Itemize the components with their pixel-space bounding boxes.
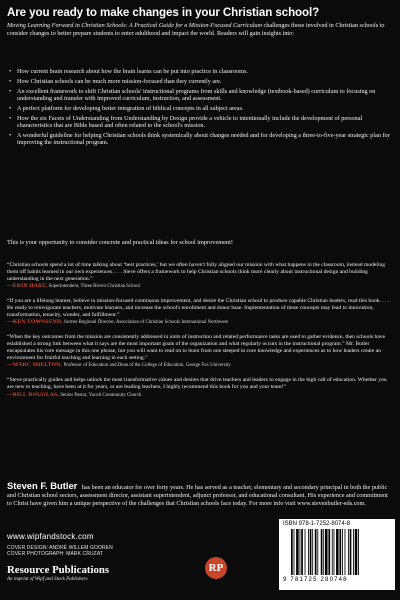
endorsement-quote: “Christian schools spend a lot of time talking about ‘best practices,’ but we often haven't fully aligned our mission with what happens in the classroom, instead modeling them off habits learned in our own experiences. . . . Steve offers a framework to help Christian schools think more clearly about instructional design and building understanding in the next generation.”	[7, 262, 386, 282]
publisher-logo-icon: RP	[205, 557, 227, 579]
endorsement-attribution	[7, 392, 393, 400]
closing-line: This is your opportunity to consider concrete and practical ideas for school improvement!	[7, 239, 233, 246]
publisher-imprint	[7, 564, 147, 590]
endorsement-quote: “When the key outcomes from the mission are consistently addressed in units of instruction and related performance tasks are used to gather evidence, then schools have established a strong link between what it says are the most important goals of the organization and what regularly occurs in the instructional program.” Mr. Butler encapsulates his core message in this one phrase, but you will want to read on to learn from one steeped in core knowledge and experiences as to how leaders create an environment for fruitful teaching and learning in each setting.”	[7, 334, 386, 361]
endorser-name: —MARC SHELTON,	[7, 362, 63, 369]
endorsements	[7, 262, 393, 407]
endorsement-attribution	[7, 319, 393, 327]
list-item: • An excellent framework to shift Christian schools' instructional programs from skills and knowledge (textbook-based) curriculum to focusing on understanding and transfer with improved curriculum, instruction, and assessment.	[7, 88, 393, 103]
endorsement	[7, 262, 393, 291]
endorsement-attribution	[7, 362, 393, 370]
endorser-title: Superintendent, Three Rivers Christian School	[48, 284, 140, 290]
endorser-title: Professor of Education and Dean of the College of Education, George Fox University	[63, 363, 231, 369]
endorsement	[7, 334, 393, 370]
intro-text: challenges those involved in Christian schools to consider changes to better prepare students to enter adulthood and impact the world. Readers will gain insights into:	[7, 22, 385, 37]
publisher-website: www.wipfandstock.com	[7, 532, 94, 541]
endorser-name: —ERIN HART,	[7, 283, 48, 290]
list-item: • A wonderful guideline for helping Christian schools think systemically about changes needed and for developing a three-to-five-year strategic plan for improving the instructional program.	[7, 132, 393, 147]
endorser-name: —BILL DOUGLAS,	[7, 391, 59, 398]
author-name: Steven F. Butler	[7, 480, 78, 491]
book-title: Moving Learning Forward in Christian Schools: A Practical Guide for a Mission-Focused Curriculum	[7, 22, 262, 29]
list-item: • How Christian schools can be much more mission-focused than they currently are.	[7, 78, 393, 85]
isbn-barcode	[279, 519, 395, 590]
endorsement	[7, 377, 393, 399]
bio-text: has been an educator for over forty years. He has served as a teacher, elementary and secondary principal in both the public and Christian school sectors, assessment director, assistant superintendent, adjunct professor, and educational consultant. His experience and commitment to Christ have given him a unique perspective of the challenges that Christian schools face today. For more info visit www.stevenbutler-eds.com.	[7, 484, 388, 507]
list-item: • How the six Facets of Understanding from Understanding by Design provide a vehicle to intentionally include the development of personal characteristics that are Bible based and often related to the school's mission.	[7, 115, 393, 130]
publisher-name: Resource Publications	[7, 564, 110, 576]
publisher-subline: An imprint of Wipf and Stock Publishers	[7, 577, 88, 582]
insights-list	[7, 68, 393, 149]
list-item: • How current brain research about how the brain learns can be put into practice in classrooms.	[7, 68, 393, 75]
intro-paragraph	[7, 22, 393, 37]
endorser-name: —KEN TOWNSEND,	[7, 319, 63, 326]
endorsement	[7, 298, 393, 327]
cover-photo-credit: COVER PHOTOGRAPH: MARK CRUZAT	[7, 551, 104, 558]
barcode-bars	[291, 529, 383, 575]
endorsement-quote: “If you are a lifelong learner, believe in mission-focused continuous improvement, and desire the Christian school to produce capable Christian leaders, read this book. . . . Be ready to reinvigorate teachers, motivate learners, and increase the school's enrollment and donor base. Implementation of these concepts may lead to innovation, transformation, tenacity, wonder, and fulfillment.”	[7, 298, 390, 318]
endorsement-quote: “Steve practically guides and helps unlock the most transformative values and desires that drive teachers and leaders to engage in the high call of education. Whether you are new to teaching, have been at it for years, or are leading teachers, I highly recommend this book for you and your team!”	[7, 377, 387, 391]
headline: Are you ready to make changes in your Christian school?	[7, 6, 320, 19]
cover-design-credit: COVER DESIGN: ANDRÉ WILLEM GOOREN	[7, 545, 113, 551]
cover-credits	[7, 545, 113, 557]
list-item: • A perfect platform for developing better integration of biblical concepts in all subject areas.	[7, 105, 393, 112]
endorsement-attribution	[7, 283, 393, 291]
endorser-title: Senior Pastor, Yacolt Community Church	[60, 392, 142, 398]
isbn-text: ISBN 978-1-7252-8074-8	[283, 521, 351, 527]
author-bio	[7, 482, 393, 508]
endorser-title: former Regional Director, Association of Christian Schools International Northwest	[64, 320, 228, 326]
barcode-digits: 9 781725 280748	[283, 577, 348, 583]
